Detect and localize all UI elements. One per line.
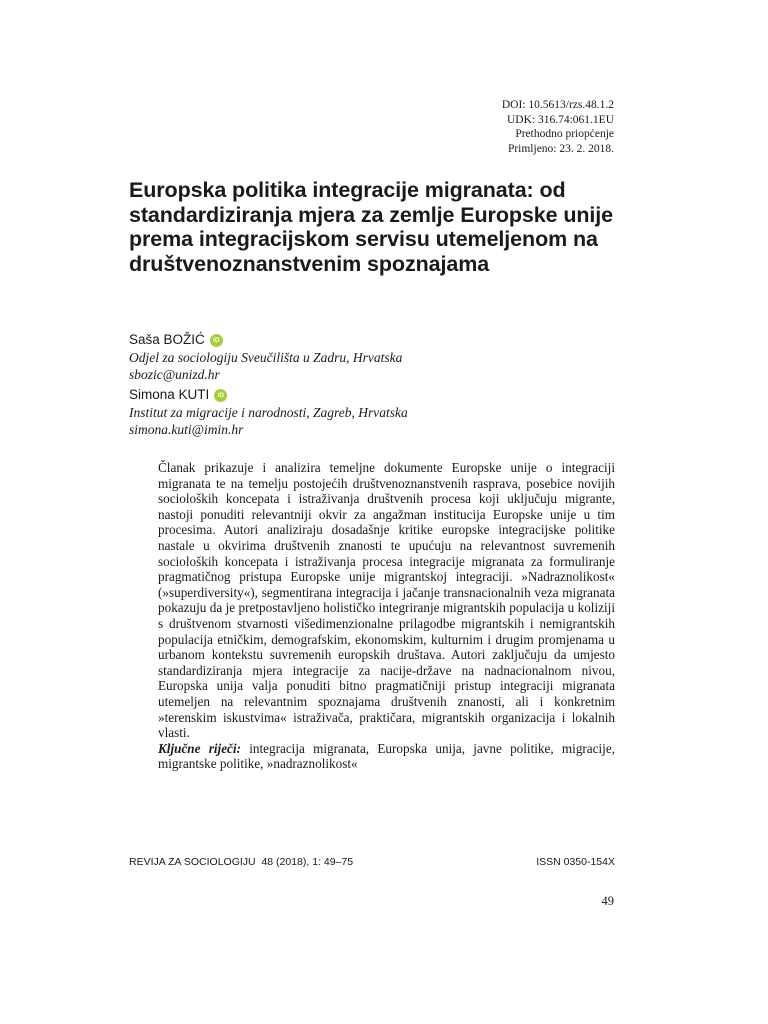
author-email[interactable]: sbozic@unizd.hr: [129, 367, 220, 382]
received-date: Primljeno: 23. 2. 2018.: [507, 142, 614, 155]
author-name: Saša BOŽIĆ: [129, 332, 205, 347]
keywords-text: integracija migranata, Europska unija, javne politike, migracije, migrantske politike, »nadraznolikost«: [158, 740, 615, 772]
author-1: [129, 331, 549, 383]
article-metadata: [502, 98, 614, 156]
author-name-row: [129, 386, 549, 404]
article-title: Europska politika integracije migranata: od standardiziranja mjera za zemlje Europske unije prema integracijskom servisu utemeljenom na društvenoznanstvenim spoznajama: [129, 178, 614, 276]
orcid-icon[interactable]: iD: [214, 389, 227, 402]
abstract: [158, 460, 615, 772]
author-affiliation: Odjel za sociologiju Sveučilišta u Zadru, Hrvatska: [129, 350, 403, 365]
doi[interactable]: DOI: 10.5613/rzs.48.1.2: [501, 99, 614, 111]
author-name: Simona KUTI: [129, 387, 210, 402]
article-type: Prethodno priopćenje: [515, 128, 614, 140]
journal-citation: REVIJA ZA SOCIOLOGIJU 48 (2018), 1: 49–75: [129, 856, 354, 868]
orcid-icon[interactable]: iD: [210, 334, 223, 347]
keywords: [158, 741, 615, 772]
author-name-row: [129, 331, 549, 349]
author-affiliation: Institut za migracije i narodnosti, Zagreb, Hrvatska: [129, 405, 408, 420]
author-2: [129, 386, 549, 438]
udk: UDK: 316.74:061.1EU: [506, 113, 614, 126]
author-list: [129, 331, 549, 438]
page-number: 49: [601, 894, 614, 908]
author-email[interactable]: simona.kuti@imin.hr: [129, 422, 244, 437]
keywords-label: Ključne riječi:: [158, 740, 241, 756]
issn: ISSN 0350-154X: [536, 856, 615, 868]
abstract-text: Članak prikazuje i analizira temeljne dokumente Europske unije o integraciji migranata te na temelju postojećih društvenoznanstvenih rasprava, posebice novijih socioloških koncepata i istraživanja društvenih procesa koji uključuju migrante, nastoji ponuditi relevantniji okvir za angažman institucija Europske unije u tim procesima. Autori analiziraju dosadašnje kritike europske integracijske politike nastale u okvirima društvenih znanosti te upućuju na relevantnost suvremenih socioloških koncepata i istraživanja procesa integracije migranata za formuliranje pragmatičnog pristupa Europske unije migrantskoj integraciji. »Nadraznolikost« (»superdiversity«), segmentirana integracija i jačanje transnacionalnih veza migranata pokazuju da je pretpostavljeno holističko integriranje migrantskih populacija u koliziji s društvenom stvarnosti višedimenzionalne prilagodbe migrantskih i nemigrantskih populacija etničkim, demografskim, ekonomskim, kulturnim i drugim promjenama u urbanom kontekstu suvremenih europskih društava. Autori zaključuju da umjesto standardiziranja mjera integracije za nacije-države na nadnacionalnom nivou, Europska unija valja ponuditi bitno pragmatičniji pristup integraciji migranata utemeljen na relevantnim spoznajama društvenih znanosti, ali i konkretnim »terenskim iskustvima« istraživača, praktičara, migrantskih organizacija i lokalnih vlasti.: [158, 460, 615, 741]
page-footer: [129, 856, 615, 868]
